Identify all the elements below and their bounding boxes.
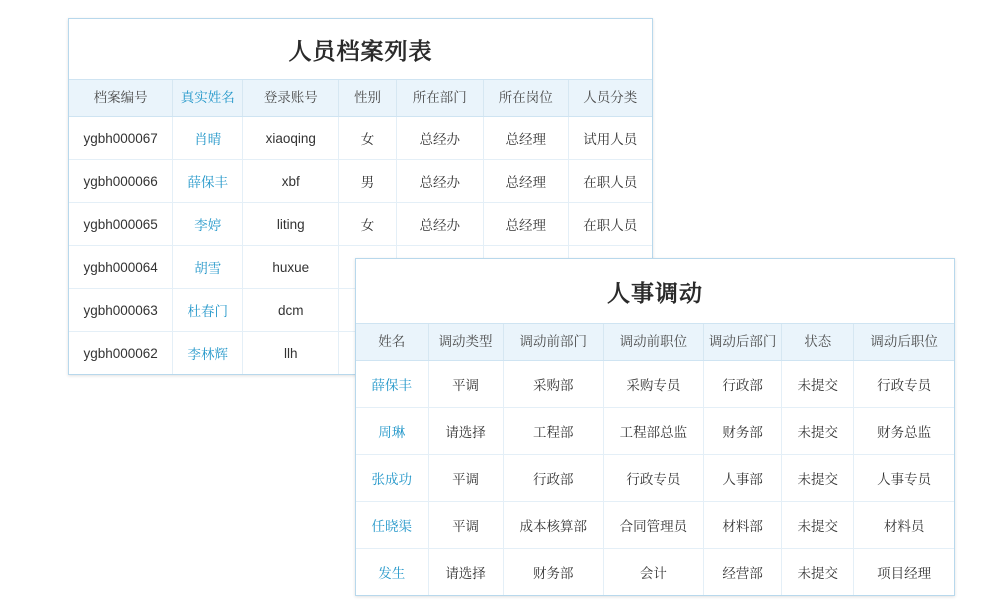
archive-cell-code: ygbh000067 bbox=[69, 117, 173, 160]
transfer-table-header-row bbox=[356, 324, 954, 361]
transfer-cell-name[interactable]: 任晓渠 bbox=[356, 502, 428, 549]
transfer-cell-pos-after: 项目经理 bbox=[854, 549, 954, 596]
table-row[interactable] bbox=[356, 455, 954, 502]
archive-cell-name[interactable]: 薛保丰 bbox=[173, 160, 243, 203]
archive-cell-code: ygbh000066 bbox=[69, 160, 173, 203]
status-badge: 未提交 bbox=[782, 502, 854, 549]
transfer-cell-pos-before: 行政专员 bbox=[603, 455, 703, 502]
transfer-cell-dept-before: 工程部 bbox=[503, 408, 603, 455]
transfer-cell-dept-before: 行政部 bbox=[503, 455, 603, 502]
archive-col-gender[interactable]: 性别 bbox=[339, 80, 396, 117]
archive-cell-code: ygbh000062 bbox=[69, 332, 173, 375]
transfer-table bbox=[356, 324, 954, 595]
transfer-cell-dept-after: 人事部 bbox=[704, 455, 782, 502]
archive-table-header-row bbox=[69, 80, 652, 117]
archive-cell-code: ygbh000064 bbox=[69, 246, 173, 289]
transfer-cell-name[interactable]: 发生 bbox=[356, 549, 428, 596]
transfer-cell-pos-before: 采购专员 bbox=[603, 361, 703, 408]
transfer-col-name[interactable]: 姓名 bbox=[356, 324, 428, 361]
table-row[interactable] bbox=[356, 408, 954, 455]
archive-cell-gender: 女 bbox=[339, 203, 396, 246]
table-row[interactable] bbox=[69, 160, 652, 203]
transfer-col-type[interactable]: 调动类型 bbox=[428, 324, 503, 361]
archive-cell-account: dcm bbox=[243, 289, 339, 332]
archive-cell-account: xbf bbox=[243, 160, 339, 203]
table-row[interactable] bbox=[356, 361, 954, 408]
transfer-col-dept-after[interactable]: 调动后部门 bbox=[704, 324, 782, 361]
archive-col-category[interactable]: 人员分类 bbox=[568, 80, 652, 117]
archive-col-code[interactable]: 档案编号 bbox=[69, 80, 173, 117]
archive-cell-position: 总经理 bbox=[483, 160, 568, 203]
transfer-cell-type: 平调 bbox=[428, 455, 503, 502]
transfer-cell-name[interactable]: 周琳 bbox=[356, 408, 428, 455]
archive-cell-gender: 女 bbox=[339, 117, 396, 160]
table-row[interactable] bbox=[69, 203, 652, 246]
transfer-panel-title: 人事调动 bbox=[356, 259, 954, 324]
transfer-cell-dept-after: 经营部 bbox=[704, 549, 782, 596]
archive-cell-code: ygbh000065 bbox=[69, 203, 173, 246]
transfer-col-dept-before[interactable]: 调动前部门 bbox=[503, 324, 603, 361]
transfer-cell-pos-after: 材料员 bbox=[854, 502, 954, 549]
transfer-cell-type: 平调 bbox=[428, 502, 503, 549]
status-badge: 未提交 bbox=[782, 361, 854, 408]
archive-cell-account: xiaoqing bbox=[243, 117, 339, 160]
archive-cell-category: 在职人员 bbox=[568, 160, 652, 203]
archive-col-position[interactable]: 所在岗位 bbox=[483, 80, 568, 117]
transfer-col-pos-before[interactable]: 调动前职位 bbox=[603, 324, 703, 361]
archive-col-account[interactable]: 登录账号 bbox=[243, 80, 339, 117]
transfer-cell-pos-before: 工程部总监 bbox=[603, 408, 703, 455]
archive-cell-category: 在职人员 bbox=[568, 203, 652, 246]
archive-cell-position: 总经理 bbox=[483, 117, 568, 160]
table-row[interactable] bbox=[356, 502, 954, 549]
archive-col-name[interactable]: 真实姓名 bbox=[173, 80, 243, 117]
transfer-cell-type: 请选择 bbox=[428, 408, 503, 455]
archive-cell-gender: 男 bbox=[339, 160, 396, 203]
archive-cell-code: ygbh000063 bbox=[69, 289, 173, 332]
archive-cell-department: 总经办 bbox=[396, 117, 483, 160]
status-badge: 未提交 bbox=[782, 408, 854, 455]
archive-cell-account: huxue bbox=[243, 246, 339, 289]
personnel-transfer-panel bbox=[355, 258, 955, 596]
transfer-cell-dept-after: 材料部 bbox=[704, 502, 782, 549]
archive-cell-name[interactable]: 李婷 bbox=[173, 203, 243, 246]
transfer-col-status[interactable]: 状态 bbox=[782, 324, 854, 361]
archive-cell-account: llh bbox=[243, 332, 339, 375]
archive-cell-name[interactable]: 杜春门 bbox=[173, 289, 243, 332]
archive-cell-category: 试用人员 bbox=[568, 117, 652, 160]
transfer-cell-pos-after: 行政专员 bbox=[854, 361, 954, 408]
archive-cell-account: liting bbox=[243, 203, 339, 246]
archive-cell-name[interactable]: 肖晴 bbox=[173, 117, 243, 160]
archive-panel-title: 人员档案列表 bbox=[69, 19, 652, 80]
archive-cell-department: 总经办 bbox=[396, 203, 483, 246]
archive-cell-name[interactable]: 李林辉 bbox=[173, 332, 243, 375]
status-badge: 未提交 bbox=[782, 549, 854, 596]
transfer-cell-pos-before: 合同管理员 bbox=[603, 502, 703, 549]
status-badge: 未提交 bbox=[782, 455, 854, 502]
archive-cell-position: 总经理 bbox=[483, 203, 568, 246]
transfer-cell-type: 平调 bbox=[428, 361, 503, 408]
transfer-col-pos-after[interactable]: 调动后职位 bbox=[854, 324, 954, 361]
archive-cell-department: 总经办 bbox=[396, 160, 483, 203]
table-row[interactable] bbox=[356, 549, 954, 596]
transfer-cell-pos-after: 人事专员 bbox=[854, 455, 954, 502]
table-row[interactable] bbox=[69, 117, 652, 160]
transfer-cell-name[interactable]: 薛保丰 bbox=[356, 361, 428, 408]
transfer-cell-dept-before: 成本核算部 bbox=[503, 502, 603, 549]
transfer-cell-pos-before: 会计 bbox=[603, 549, 703, 596]
transfer-cell-dept-after: 财务部 bbox=[704, 408, 782, 455]
transfer-cell-type: 请选择 bbox=[428, 549, 503, 596]
transfer-cell-dept-before: 财务部 bbox=[503, 549, 603, 596]
archive-col-department[interactable]: 所在部门 bbox=[396, 80, 483, 117]
transfer-cell-dept-after: 行政部 bbox=[704, 361, 782, 408]
transfer-cell-dept-before: 采购部 bbox=[503, 361, 603, 408]
transfer-cell-pos-after: 财务总监 bbox=[854, 408, 954, 455]
archive-cell-name[interactable]: 胡雪 bbox=[173, 246, 243, 289]
transfer-cell-name[interactable]: 张成功 bbox=[356, 455, 428, 502]
